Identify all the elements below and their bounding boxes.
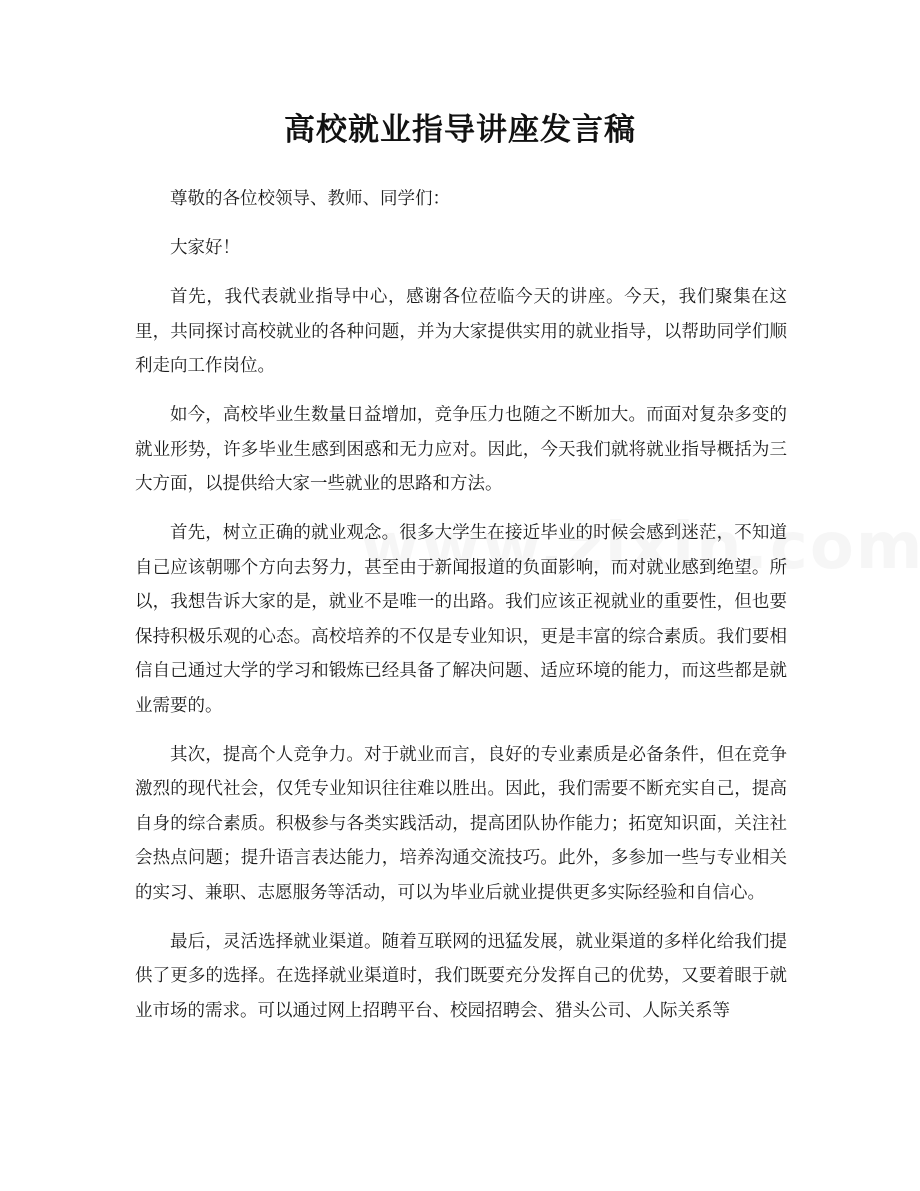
page-title: 高校就业指导讲座发言稿 (284, 112, 636, 148)
paragraph-point-2: 其次，提高个人竞争力。对于就业而言，良好的专业素质是必备条件，但在竞争激烈的现代社会，仅凭专业知识往往难以胜出。因此，我们需要不断充实自己，提高自身的综合素质。积极参与各类实践活动，提高团队协作能力；拓宽知识面，关注社会热点问题；提升语言表达能力，培养沟通交流技巧。此外，多参加一些与专业相关的实习、兼职、志愿服务等活动，可以为毕业后就业提供更多实际经验和自信心。 (135, 744, 787, 903)
document-body (135, 182, 787, 1043)
greeting: 大家好！ (170, 238, 240, 258)
paragraph-intro: 首先，我代表就业指导中心，感谢各位莅临今天的讲座。今天，我们聚集在这里，共同探讨高校就业的各种问题，并为大家提供实用的就业指导，以帮助同学们顺利走向工作岗位。 (135, 287, 787, 376)
paragraph-point-1: 首先，树立正确的就业观念。很多大学生在接近毕业的时候会感到迷茫，不知道自己应该朝哪个方向去努力，甚至由于新闻报道的负面影响，而对就业感到绝望。所以，我想告诉大家的是，就业不是唯一的出路。我们应该正视就业的重要性，但也要保持积极乐观的心态。高校培养的不仅是专业知识，更是丰富的综合素质。我们要相信自己通过大学的学习和锻炼已经具备了解决问题、适应环境的能力，而这些都是就业需要的。 (135, 523, 787, 716)
paragraph-point-3: 最后，灵活选择就业渠道。随着互联网的迅猛发展，就业渠道的多样化给我们提供了更多的选择。在选择就业渠道时，我们既要充分发挥自己的优势，又要着眼于就业市场的需求。可以通过网上招聘平台、校园招聘会、猎头公司、人际关系等 (135, 931, 787, 1021)
salutation: 尊敬的各位校领导、教师、同学们： (170, 189, 450, 209)
paragraph-background: 如今，高校毕业生数量日益增加，竞争压力也随之不断加大。而面对复杂多变的就业形势，许多毕业生感到困惑和无力应对。因此，今天我们就将就业指导概括为三大方面，以提供给大家一些就业的思路和方法。 (135, 405, 787, 494)
